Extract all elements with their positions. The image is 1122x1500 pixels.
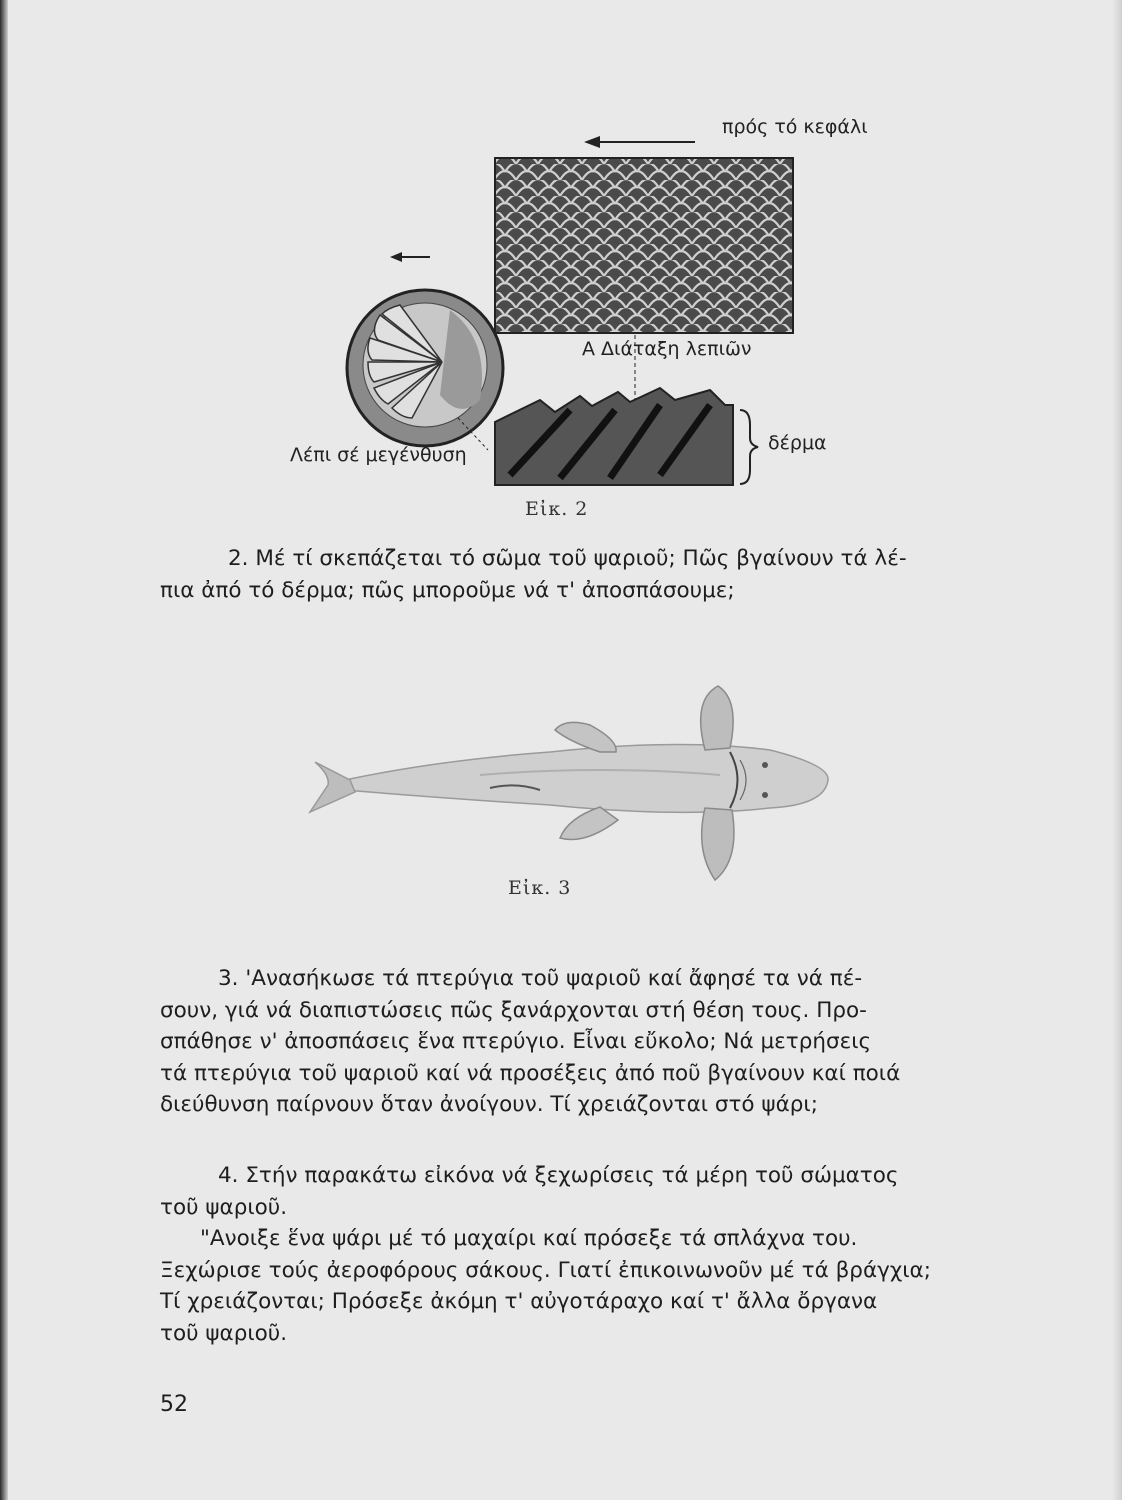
question-2-line: 2. Μέ τί σκεπάζεται τό σῶμα τοῦ ψαριοῦ; Πῶς βγαίνουν τά λέ-	[228, 546, 907, 571]
figure-3-fish	[300, 680, 840, 910]
fish-illustration	[300, 680, 840, 910]
label-skin: δέρμα	[768, 432, 827, 454]
label-scale-arrangement: Α Διάταξη λεπιῶν	[582, 338, 752, 360]
label-scale-magnified: Λέπι σέ μεγένθυση	[290, 444, 467, 466]
question-3-line: τά πτερύγια τοῦ ψαριοῦ καί νά προσέξεις ἀπό ποῦ βγαίνουν καί ποιά	[160, 1060, 901, 1086]
question-4-line: 4. Στήν παρακάτω εἰκόνα νά ξεχωρίσεις τά μέρη τοῦ σώματος	[218, 1163, 899, 1188]
page-edge-shadow	[1112, 0, 1122, 1500]
question-4	[160, 1160, 990, 1349]
question-4-line: τοῦ ψαριοῦ.	[160, 1194, 288, 1220]
question-3-line: διεύθυνση παίρνουν ὅταν ἀνοίγουν. Τί χρειάζονται στό ψάρι;	[160, 1092, 818, 1117]
label-to-head: πρός τό κεφάλι	[722, 116, 868, 138]
book-spine-shadow	[0, 0, 8, 1500]
question-3-line: σπάθησε ν' ἀποσπάσεις ἕνα πτερύγιο. Εἶναι εὔκολο; Νά μετρήσεις	[160, 1029, 872, 1054]
question-4-line: Ξεχώρισε τούς ἀεροφόρους σάκους. Γιατί ἐπικοινωνοῦν μέ τά βράγχια;	[160, 1257, 931, 1283]
figure-2-scales	[290, 100, 868, 530]
figure-2-caption: Εἰκ. 2	[525, 498, 589, 520]
question-3-line: σουν, γιά νά διαπιστώσεις πῶς ξανάρχονται στή θέση τους. Προ-	[160, 997, 867, 1023]
question-4-line: τοῦ ψαριοῦ.	[160, 1320, 288, 1346]
question-3-line: 3. 'Ανασήκωσε τά πτερύγια τοῦ ψαριοῦ καί ἄφησέ τα νά πέ-	[218, 966, 863, 991]
question-2-line: πια ἀπό τό δέρμα; πῶς μποροῦμε νά τ' ἀποσπάσουμε;	[160, 577, 735, 603]
page-number: 52	[160, 1392, 188, 1417]
question-4-line: Τί χρειάζονται; Πρόσεξε ἀκόμη τ' αὐγοτάραχο καί τ' ἄλλα ὄργανα	[160, 1289, 878, 1314]
question-2	[160, 543, 990, 606]
figure-3-caption: Εἰκ. 3	[508, 877, 572, 899]
question-3	[160, 963, 990, 1121]
question-4-line: "Ανοιξε ἕνα ψάρι μέ τό μαχαίρι καί πρόσεξε τά σπλάχνα του.	[200, 1226, 858, 1251]
